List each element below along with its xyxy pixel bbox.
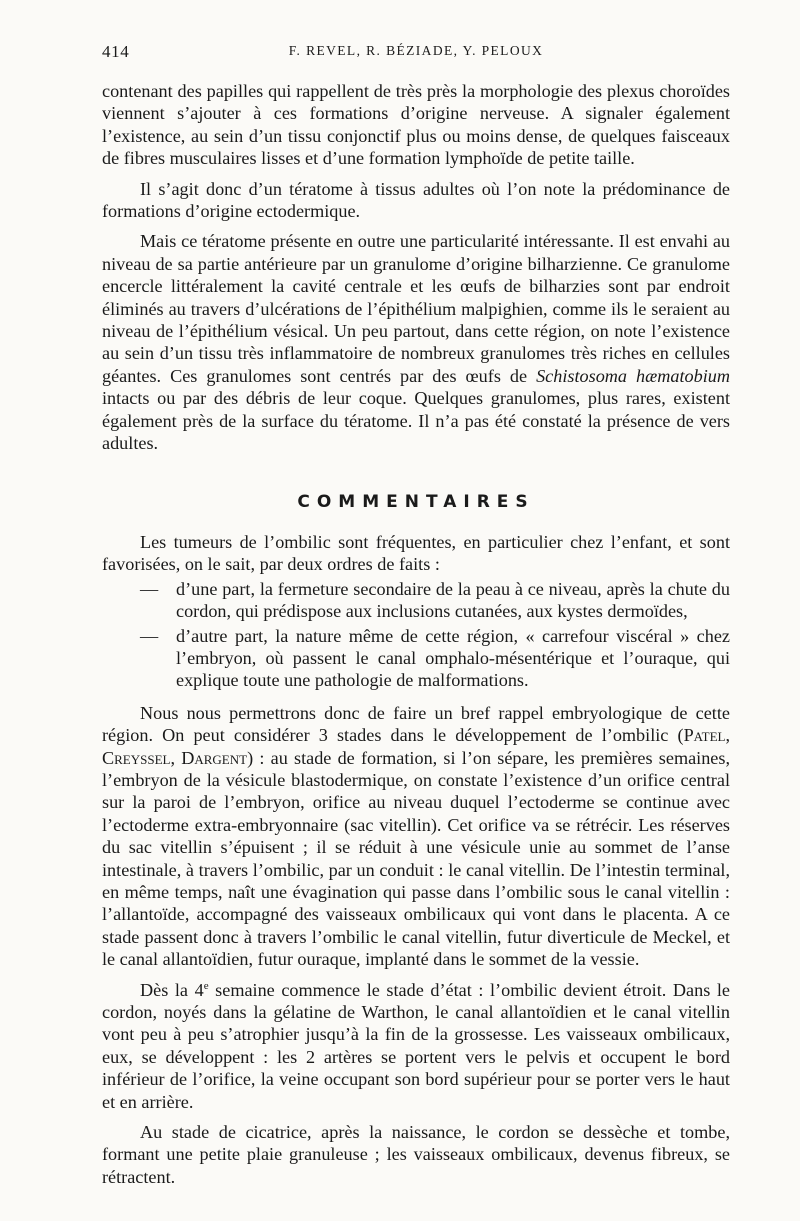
page-number: 414 xyxy=(102,42,130,61)
list-item-text: d’une part, la fermeture secondaire de la peau à ce niveau, après la chute du cordon, qui prédispose aux inclusions cutanées, aux kystes dermoïdes, xyxy=(176,578,730,622)
paragraph-1: contenant des papilles qui rappellent de très près la morphologie des plexus choroïdes viennent s’ajouter à ces formations d’origine nerveuse. A signaler également l’existence, au sein d’un tissu conjonctif plus ou moins dense, de quelques faisceaux de fibres musculaires lisses et d’une formation lymphoïde de petite taille. xyxy=(102,81,730,169)
paragraph-6-text-a: Dès la 4 xyxy=(140,979,204,1000)
list-item xyxy=(102,625,730,692)
section-heading: COMMENTAIRES xyxy=(297,491,535,512)
paragraph-5-text-a: Nous nous permettrons donc de faire un bref rappel embryologique de cette région. On peut considérer 3 stades dans le développement de l’ombilic ( xyxy=(102,702,730,746)
paragraph-2: Il s’agit donc d’un tératome à tissus adultes où l’on note la prédominance de formations d’origine ectodermique. xyxy=(102,178,730,222)
paragraph-3-text-b: intacts ou par des débris de leur coque. Quelques granulomes, plus rares, existent également près de la surface du tératome. Il n’a pas été constaté la présence de vers adultes. xyxy=(102,388,730,454)
cited-authors: Patel, Creyssel, Dargent xyxy=(102,725,730,768)
paragraph-6 xyxy=(102,979,730,1113)
paragraph-4: Les tumeurs de l’ombilic sont fréquentes, en particulier chez l’enfant, et sont favorisées, on le sait, par deux ordres de faits : xyxy=(102,531,730,575)
paragraph-3-text-a: Mais ce tératome présente en outre une particularité intéressante. Il est envahi au niveau de sa partie antérieure par un granulome d’origine bilharzienne. Ce granulome encercle littéralement la cavité centrale et les œufs de bilharzies sont par endroit éliminés au travers d’ulcérations de l’épithélium malpighien, comme ils le seraient au niveau de l’épithélium vésical. Un peu partout, dans cette région, on note l’existence au sein d’un tissu très inflammatoire de nombreux granulomes très riches en cellules géantes. Ces granulomes sont centrés par des œufs de xyxy=(102,231,730,386)
article-body xyxy=(102,80,730,1188)
paragraph-6-text-b: semaine commence le stade d’état : l’ombilic devient étroit. Dans le cordon, noyés dans la gélatine de Warthon, le canal allantoïdien et le canal vitellin vont peu à peu s’atrophier jusqu’à la fin de la grossesse. Les vaisseaux ombilicaux, eux, se développent : les 2 artères se portent vers le pelvis et occupent le bord inférieur de l’orifice, la veine occupant son bord supérieur pour se porter vers le haut et en arrière. xyxy=(102,979,730,1112)
page-header xyxy=(102,42,730,68)
dash-marker: — xyxy=(140,625,159,646)
paragraph-7: Au stade de cicatrice, après la naissance, le cordon se dessèche et tombe, formant une petite plaie granuleuse ; les vaisseaux ombilicaux, devenus fibreux, se rétractent. xyxy=(102,1122,730,1187)
running-title: F. REVEL, R. BÉZIADE, Y. PELOUX xyxy=(288,43,544,58)
list-item-text: d’autre part, la nature même de cette région, « carrefour viscéral » chez l’embryon, où passent le canal omphalo-mésentérique et l’ouraque, qui explique toute une pathologie de malformations. xyxy=(176,625,730,691)
paragraph-5 xyxy=(102,702,730,971)
species-name: Schistosoma hæmatobium xyxy=(536,365,730,386)
paragraph-3 xyxy=(102,230,730,454)
ordinal-superscript: e xyxy=(203,979,209,992)
paragraph-5-text-b: ) : au stade de formation, si l’on sépare, les premières semaines, l’embryon de la vésicule blastodermique, on constate l’existence d’un orifice central sur la paroi de l’embryon, orifice au niveau duquel l’ectoderme se continue avec l’ectoderme extra-embryonnaire (sac vitellin). Cet orifice va se rétrécir. Les réserves du sac vitellin s’épuisent ; il se réduit à une vésicule unie au sommet de l’anse intestinale, à travers l’ombilic, par un conduit : le canal vitellin. De l’intestin terminal, en même temps, naît une évagination qui passe dans l’ombilic sous le canal vitellin : l’allantoïde, accompagné des vaisseaux ombilicaux qui vont dans le placenta. A ce stade passent donc à travers l’ombilic le canal vitellin, futur diverticule de Meckel, et le canal allantoïdien, futur ouraque, implanté dans le sommet de la vessie. xyxy=(102,747,731,970)
list-item xyxy=(102,578,730,623)
dash-marker: — xyxy=(140,578,159,599)
